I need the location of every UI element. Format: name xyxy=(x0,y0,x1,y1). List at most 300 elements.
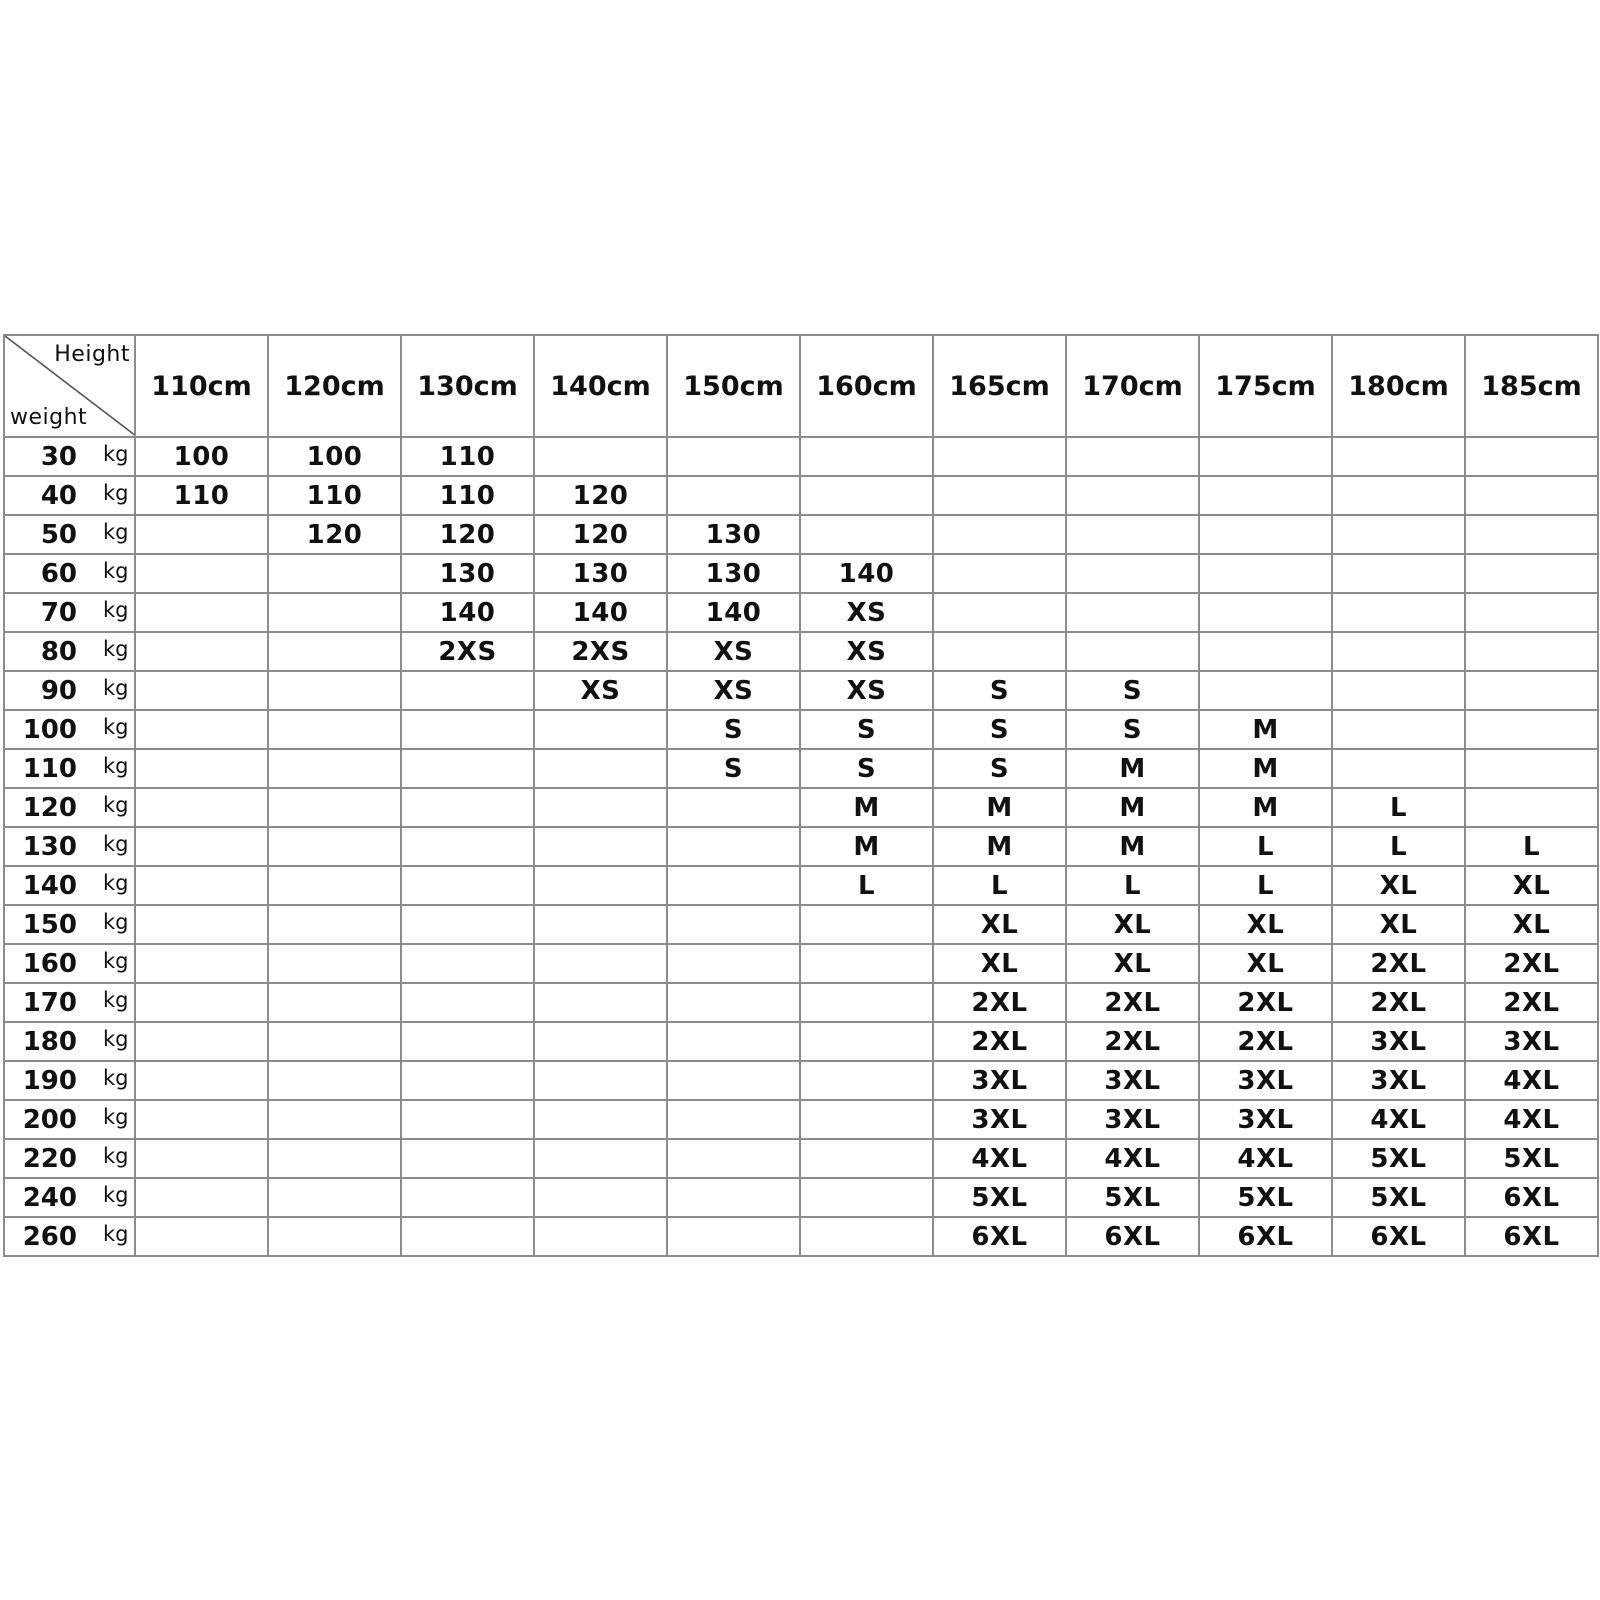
size-cell xyxy=(534,866,667,905)
size-cell xyxy=(667,437,800,476)
size-cell xyxy=(667,1139,800,1178)
size-cell: XS xyxy=(534,671,667,710)
size-cell: 2XL xyxy=(1465,983,1598,1022)
height-header: 170cm xyxy=(1066,335,1199,437)
size-cell xyxy=(1066,437,1199,476)
size-cell xyxy=(268,671,401,710)
weight-value: 130 xyxy=(22,832,77,862)
weight-cell xyxy=(4,554,135,593)
size-cell xyxy=(135,1217,268,1256)
size-cell: S xyxy=(800,710,933,749)
size-cell xyxy=(135,944,268,983)
size-cell xyxy=(1332,593,1465,632)
table-row xyxy=(4,476,1598,515)
size-cell xyxy=(933,554,1066,593)
size-cell xyxy=(401,905,534,944)
size-cell xyxy=(401,1217,534,1256)
size-cell xyxy=(401,671,534,710)
weight-unit: kg xyxy=(103,520,129,544)
size-cell: XS xyxy=(667,632,800,671)
size-cell xyxy=(401,944,534,983)
table-row xyxy=(4,827,1598,866)
size-cell xyxy=(1199,437,1332,476)
size-cell xyxy=(268,1022,401,1061)
weight-cell xyxy=(4,1022,135,1061)
size-cell xyxy=(401,827,534,866)
size-cell xyxy=(1199,671,1332,710)
weight-cell xyxy=(4,515,135,554)
table-row xyxy=(4,1217,1598,1256)
weight-cell xyxy=(4,593,135,632)
size-cell xyxy=(534,1061,667,1100)
size-cell: XS xyxy=(667,671,800,710)
size-cell xyxy=(534,788,667,827)
size-cell xyxy=(401,710,534,749)
weight-value: 180 xyxy=(22,1027,77,1057)
weight-cell xyxy=(4,1139,135,1178)
size-cell: L xyxy=(933,866,1066,905)
weight-cell xyxy=(4,671,135,710)
size-chart-body xyxy=(4,437,1598,1256)
size-cell xyxy=(800,1178,933,1217)
size-cell xyxy=(268,632,401,671)
size-cell: M xyxy=(1199,710,1332,749)
size-cell: XL xyxy=(1199,905,1332,944)
size-cell: 2XL xyxy=(1066,1022,1199,1061)
size-cell xyxy=(667,905,800,944)
weight-cell xyxy=(4,437,135,476)
size-cell: S xyxy=(933,671,1066,710)
size-cell: 110 xyxy=(135,476,268,515)
weight-cell xyxy=(4,1061,135,1100)
size-cell: 6XL xyxy=(1465,1217,1598,1256)
weight-unit: kg xyxy=(103,910,129,934)
size-cell xyxy=(135,827,268,866)
table-row xyxy=(4,437,1598,476)
size-cell: 110 xyxy=(401,437,534,476)
height-header: 110cm xyxy=(135,335,268,437)
table-row xyxy=(4,788,1598,827)
size-cell xyxy=(534,749,667,788)
size-cell xyxy=(933,593,1066,632)
size-cell: M xyxy=(1199,788,1332,827)
size-cell: 2XL xyxy=(1332,944,1465,983)
size-cell xyxy=(1199,515,1332,554)
size-cell xyxy=(401,1022,534,1061)
size-cell xyxy=(534,827,667,866)
weight-unit: kg xyxy=(103,715,129,739)
size-cell: 140 xyxy=(667,593,800,632)
size-cell: L xyxy=(800,866,933,905)
size-cell: M xyxy=(1066,827,1199,866)
height-header: 180cm xyxy=(1332,335,1465,437)
size-cell: 3XL xyxy=(1332,1022,1465,1061)
size-cell xyxy=(135,1100,268,1139)
size-cell xyxy=(800,476,933,515)
size-cell xyxy=(135,983,268,1022)
size-cell: M xyxy=(933,827,1066,866)
size-cell xyxy=(401,983,534,1022)
size-cell xyxy=(1199,593,1332,632)
weight-unit: kg xyxy=(103,637,129,661)
size-cell: 4XL xyxy=(1199,1139,1332,1178)
size-cell xyxy=(268,1100,401,1139)
size-cell xyxy=(268,866,401,905)
size-cell: XL xyxy=(1332,905,1465,944)
size-cell: 5XL xyxy=(1332,1178,1465,1217)
size-cell: 110 xyxy=(401,476,534,515)
size-cell: 4XL xyxy=(933,1139,1066,1178)
size-cell: 130 xyxy=(401,554,534,593)
size-cell xyxy=(1066,593,1199,632)
table-row xyxy=(4,1100,1598,1139)
weight-value: 170 xyxy=(22,988,77,1018)
weight-value: 200 xyxy=(22,1105,77,1135)
size-cell xyxy=(401,1061,534,1100)
size-cell xyxy=(1332,554,1465,593)
size-cell: L xyxy=(1332,827,1465,866)
size-cell xyxy=(1465,554,1598,593)
size-cell: 2XL xyxy=(1332,983,1465,1022)
size-cell: XL xyxy=(933,905,1066,944)
table-row xyxy=(4,866,1598,905)
size-cell xyxy=(135,632,268,671)
size-cell: 2XL xyxy=(933,983,1066,1022)
weight-unit: kg xyxy=(103,1183,129,1207)
size-cell: M xyxy=(1066,749,1199,788)
weight-value: 150 xyxy=(22,910,77,940)
size-cell xyxy=(401,1178,534,1217)
weight-unit: kg xyxy=(103,754,129,778)
table-row xyxy=(4,749,1598,788)
size-cell: 4XL xyxy=(1465,1100,1598,1139)
weight-unit: kg xyxy=(103,988,129,1012)
weight-value: 190 xyxy=(22,1066,77,1096)
size-cell xyxy=(268,827,401,866)
size-cell xyxy=(1332,671,1465,710)
size-cell xyxy=(667,944,800,983)
size-cell xyxy=(401,866,534,905)
table-row xyxy=(4,1061,1598,1100)
size-cell xyxy=(135,788,268,827)
size-cell xyxy=(1199,632,1332,671)
table-row xyxy=(4,1022,1598,1061)
size-cell xyxy=(1066,515,1199,554)
size-cell xyxy=(1465,437,1598,476)
size-cell xyxy=(800,1022,933,1061)
size-cell: 2XS xyxy=(534,632,667,671)
size-cell xyxy=(534,1178,667,1217)
size-cell: M xyxy=(1066,788,1199,827)
size-cell xyxy=(268,593,401,632)
size-cell xyxy=(667,1061,800,1100)
table-row xyxy=(4,515,1598,554)
size-cell xyxy=(268,788,401,827)
size-cell xyxy=(1465,671,1598,710)
size-cell xyxy=(1066,554,1199,593)
size-cell: 120 xyxy=(401,515,534,554)
size-cell xyxy=(268,710,401,749)
size-cell: XS xyxy=(800,632,933,671)
size-cell: S xyxy=(1066,671,1199,710)
size-cell xyxy=(800,1100,933,1139)
weight-value: 160 xyxy=(22,949,77,979)
size-cell: 2XS xyxy=(401,632,534,671)
table-row xyxy=(4,632,1598,671)
size-cell xyxy=(800,1139,933,1178)
size-cell xyxy=(1332,710,1465,749)
size-cell: M xyxy=(1199,749,1332,788)
weight-cell xyxy=(4,749,135,788)
weight-value: 50 xyxy=(40,520,77,550)
height-header: 160cm xyxy=(800,335,933,437)
weight-cell xyxy=(4,944,135,983)
size-cell xyxy=(534,944,667,983)
size-cell xyxy=(135,1022,268,1061)
size-cell: 140 xyxy=(800,554,933,593)
size-cell xyxy=(534,710,667,749)
size-cell: 120 xyxy=(534,515,667,554)
size-cell: L xyxy=(1199,827,1332,866)
size-cell xyxy=(800,905,933,944)
size-cell: 3XL xyxy=(933,1061,1066,1100)
size-cell: M xyxy=(800,827,933,866)
weight-cell xyxy=(4,905,135,944)
size-cell: 130 xyxy=(667,554,800,593)
size-cell xyxy=(1199,554,1332,593)
size-cell xyxy=(268,749,401,788)
size-cell xyxy=(800,983,933,1022)
size-cell xyxy=(667,983,800,1022)
size-cell: 3XL xyxy=(1066,1061,1199,1100)
weight-cell xyxy=(4,1217,135,1256)
size-cell xyxy=(401,749,534,788)
size-cell xyxy=(667,1022,800,1061)
size-cell: 3XL xyxy=(933,1100,1066,1139)
weight-axis-label: weight xyxy=(10,405,88,430)
size-cell xyxy=(667,476,800,515)
weight-value: 260 xyxy=(22,1222,77,1252)
size-cell xyxy=(534,1139,667,1178)
size-cell: 130 xyxy=(534,554,667,593)
size-cell xyxy=(933,476,1066,515)
size-cell xyxy=(1199,476,1332,515)
corner-header xyxy=(4,335,135,437)
size-cell: L xyxy=(1066,866,1199,905)
weight-unit: kg xyxy=(103,1027,129,1051)
table-row xyxy=(4,983,1598,1022)
header-row xyxy=(4,335,1598,437)
size-cell xyxy=(1332,437,1465,476)
size-cell xyxy=(933,632,1066,671)
size-cell: 2XL xyxy=(1199,1022,1332,1061)
size-cell xyxy=(135,554,268,593)
size-cell: 5XL xyxy=(933,1178,1066,1217)
size-cell xyxy=(1465,788,1598,827)
table-row xyxy=(4,710,1598,749)
size-cell: XS xyxy=(800,593,933,632)
height-header: 130cm xyxy=(401,335,534,437)
weight-unit: kg xyxy=(103,832,129,856)
weight-value: 80 xyxy=(40,637,77,667)
size-cell xyxy=(933,437,1066,476)
size-cell: M xyxy=(800,788,933,827)
size-cell xyxy=(667,866,800,905)
size-cell xyxy=(135,593,268,632)
weight-unit: kg xyxy=(103,481,129,505)
size-cell: XL xyxy=(1465,866,1598,905)
table-row xyxy=(4,671,1598,710)
size-cell: 6XL xyxy=(1465,1178,1598,1217)
weight-unit: kg xyxy=(103,1066,129,1090)
size-cell: 130 xyxy=(667,515,800,554)
size-cell xyxy=(135,1139,268,1178)
size-cell: 100 xyxy=(268,437,401,476)
size-cell xyxy=(667,788,800,827)
weight-value: 240 xyxy=(22,1183,77,1213)
weight-unit: kg xyxy=(103,1105,129,1129)
size-cell: XL xyxy=(1066,905,1199,944)
height-axis-label: Height xyxy=(54,342,130,367)
size-cell: 5XL xyxy=(1465,1139,1598,1178)
size-cell: 140 xyxy=(534,593,667,632)
size-cell: XL xyxy=(1066,944,1199,983)
size-cell: 3XL xyxy=(1465,1022,1598,1061)
size-cell xyxy=(135,866,268,905)
weight-cell xyxy=(4,476,135,515)
weight-cell xyxy=(4,866,135,905)
size-cell: L xyxy=(1465,827,1598,866)
weight-cell xyxy=(4,710,135,749)
weight-value: 110 xyxy=(22,754,77,784)
height-header: 140cm xyxy=(534,335,667,437)
weight-unit: kg xyxy=(103,559,129,583)
size-cell xyxy=(135,905,268,944)
height-header: 150cm xyxy=(667,335,800,437)
size-cell xyxy=(268,1217,401,1256)
size-cell: 140 xyxy=(401,593,534,632)
weight-unit: kg xyxy=(103,1222,129,1246)
weight-unit: kg xyxy=(103,793,129,817)
size-cell: 5XL xyxy=(1332,1139,1465,1178)
size-cell: 2XL xyxy=(933,1022,1066,1061)
size-cell xyxy=(268,1139,401,1178)
table-row xyxy=(4,554,1598,593)
table-row xyxy=(4,593,1598,632)
weight-value: 90 xyxy=(40,676,77,706)
size-cell xyxy=(135,1061,268,1100)
size-cell xyxy=(268,983,401,1022)
weight-cell xyxy=(4,1178,135,1217)
size-cell: 6XL xyxy=(1332,1217,1465,1256)
size-cell xyxy=(1465,749,1598,788)
size-cell: 2XL xyxy=(1465,944,1598,983)
weight-unit: kg xyxy=(103,598,129,622)
size-cell xyxy=(1066,476,1199,515)
size-cell: S xyxy=(933,749,1066,788)
size-cell: S xyxy=(933,710,1066,749)
size-cell xyxy=(534,905,667,944)
size-cell xyxy=(401,1100,534,1139)
size-cell xyxy=(534,437,667,476)
size-cell: XL xyxy=(1332,866,1465,905)
size-cell: 5XL xyxy=(1066,1178,1199,1217)
size-cell: 4XL xyxy=(1465,1061,1598,1100)
size-cell: 3XL xyxy=(1199,1061,1332,1100)
size-cell xyxy=(1332,476,1465,515)
weight-value: 70 xyxy=(40,598,77,628)
weight-cell xyxy=(4,1100,135,1139)
size-cell: 2XL xyxy=(1066,983,1199,1022)
size-cell xyxy=(401,1139,534,1178)
size-cell xyxy=(534,1217,667,1256)
weight-value: 40 xyxy=(40,481,77,511)
weight-value: 220 xyxy=(22,1144,77,1174)
size-cell xyxy=(667,827,800,866)
size-cell: L xyxy=(1332,788,1465,827)
size-cell: 120 xyxy=(534,476,667,515)
weight-cell xyxy=(4,827,135,866)
size-cell xyxy=(933,515,1066,554)
weight-cell xyxy=(4,632,135,671)
size-cell: 110 xyxy=(268,476,401,515)
size-cell xyxy=(401,788,534,827)
size-cell: XL xyxy=(1199,944,1332,983)
size-cell xyxy=(1066,632,1199,671)
size-cell xyxy=(1465,710,1598,749)
size-cell: 5XL xyxy=(1199,1178,1332,1217)
size-cell: M xyxy=(933,788,1066,827)
size-cell xyxy=(1332,632,1465,671)
size-cell xyxy=(800,437,933,476)
size-cell xyxy=(667,1100,800,1139)
height-header: 175cm xyxy=(1199,335,1332,437)
weight-value: 140 xyxy=(22,871,77,901)
size-cell: S xyxy=(1066,710,1199,749)
size-cell xyxy=(800,944,933,983)
size-cell: 3XL xyxy=(1066,1100,1199,1139)
size-cell xyxy=(800,515,933,554)
size-cell xyxy=(534,1022,667,1061)
size-cell: L xyxy=(1199,866,1332,905)
size-cell xyxy=(1332,515,1465,554)
weight-value: 30 xyxy=(40,442,77,472)
height-header: 185cm xyxy=(1465,335,1598,437)
size-cell: S xyxy=(800,749,933,788)
size-cell: XL xyxy=(1465,905,1598,944)
size-cell: 6XL xyxy=(1199,1217,1332,1256)
size-cell: 4XL xyxy=(1066,1139,1199,1178)
size-cell: S xyxy=(667,749,800,788)
size-cell xyxy=(268,1178,401,1217)
size-cell: XS xyxy=(800,671,933,710)
size-chart-table xyxy=(3,334,1599,1257)
size-cell: 2XL xyxy=(1199,983,1332,1022)
size-cell: 6XL xyxy=(1066,1217,1199,1256)
size-cell xyxy=(135,749,268,788)
size-cell xyxy=(268,944,401,983)
size-cell xyxy=(1465,593,1598,632)
size-cell: 4XL xyxy=(1332,1100,1465,1139)
table-row xyxy=(4,944,1598,983)
weight-unit: kg xyxy=(103,676,129,700)
size-cell xyxy=(135,515,268,554)
size-cell xyxy=(135,671,268,710)
weight-value: 120 xyxy=(22,793,77,823)
table-row xyxy=(4,1139,1598,1178)
size-cell: 120 xyxy=(268,515,401,554)
weight-value: 100 xyxy=(22,715,77,745)
